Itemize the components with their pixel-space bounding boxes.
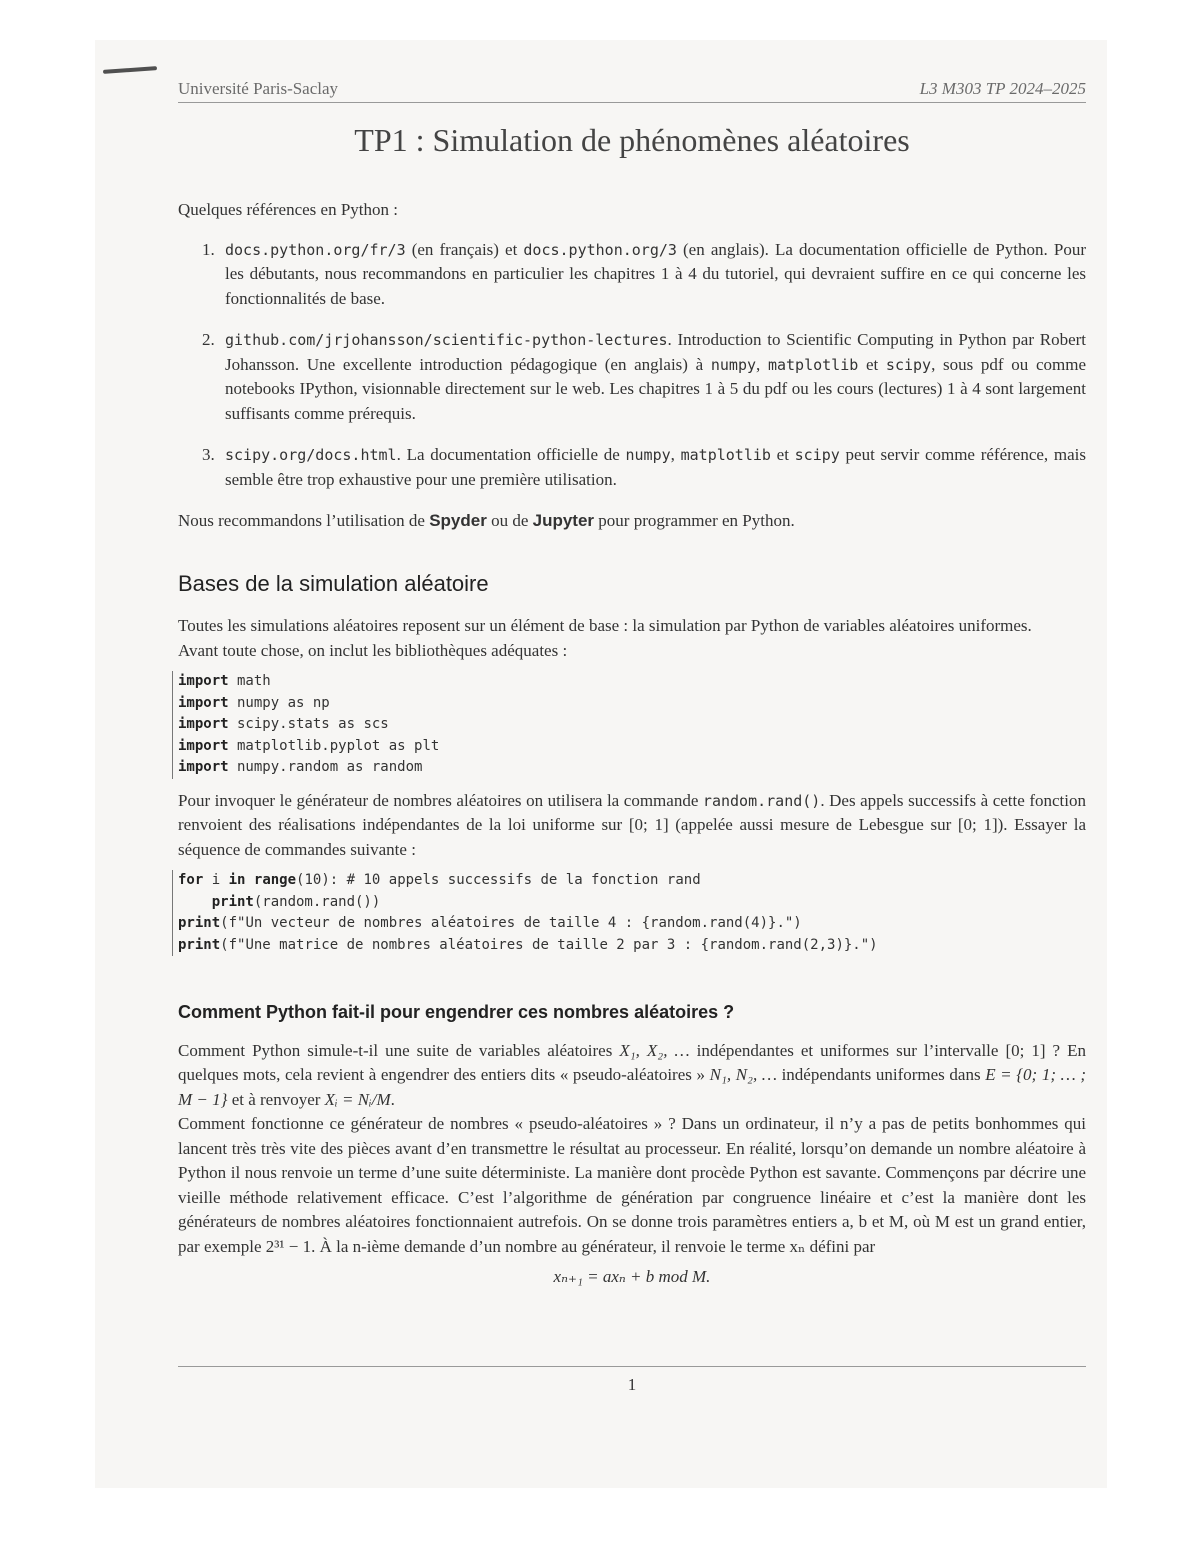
- code-keyword: in: [228, 872, 246, 888]
- reference-text: (en anglais). La documentation officielle de Python. Pour les débutants, nous recommandons en particulier les chapitres 1 à 4 du tutoriel, qui devraient suffire en ce qui concerne les fonctionnalités de base.: [225, 239, 1086, 308]
- section-heading: Bases de la simulation aléatoire: [178, 570, 489, 596]
- recommendation-text: [178, 509, 1086, 534]
- paragraph-text: indépendants uniformes dans: [776, 1065, 986, 1084]
- code-line: [178, 913, 1086, 935]
- module-name: matplotlib: [680, 446, 771, 464]
- code-line: [178, 714, 1086, 736]
- paragraph-text: .: [390, 1089, 395, 1109]
- code-keyword: range: [253, 872, 297, 888]
- reference-text: (en français) et: [405, 239, 524, 259]
- code-keyword: print: [178, 893, 254, 910]
- reference-number: 3.: [202, 445, 215, 464]
- reference-text: , sous pdf ou comme notebooks IPython, visionnable directement sur le web. Les chapitres 1 à 5 du pdf ou les cours (lectures) 1 à 4 sont largement suffisants comme prérequis.: [225, 354, 1086, 423]
- code-line: [178, 935, 1086, 957]
- recommend-text: pour programmer en Python.: [594, 511, 795, 530]
- reference-link[interactable]: docs.python.org/3: [523, 240, 677, 259]
- recommend-text: Nous recommandons l’utilisation de: [178, 511, 430, 530]
- reference-text: et: [770, 445, 795, 464]
- reference-list: [178, 238, 1086, 493]
- reference-text: ,: [756, 354, 768, 374]
- code-text: numpy as np: [228, 694, 330, 711]
- code-keyword: print: [178, 915, 221, 931]
- code-text: numpy.random as random: [228, 759, 423, 775]
- reference-number: 1.: [202, 239, 215, 259]
- header-university: Université Paris-Saclay: [178, 79, 339, 98]
- page-number: 1: [627, 1375, 637, 1394]
- code-keyword: print: [178, 936, 221, 953]
- reference-text: ,: [670, 445, 681, 464]
- reference-text: . La documentation officielle de: [396, 445, 626, 464]
- header-course: L3 M303 TP 2024–2025: [919, 79, 1086, 98]
- module-name: matplotlib: [767, 355, 859, 374]
- code-text: (f"Un vecteur de nombres aléatoires de taille 4 : {random.rand(4)}."): [220, 915, 802, 931]
- document-title: TP1 : Simulation de phénomènes aléatoires: [354, 122, 910, 158]
- code-text: matplotlib.pyplot as plt: [228, 737, 440, 754]
- tool-name-jupyter: Jupyter: [532, 511, 595, 530]
- math-inline: Xᵢ = Nᵢ/M: [324, 1089, 391, 1109]
- paragraph: [178, 789, 1086, 863]
- paragraph-text: . Des appels successifs à cette fonction renvoient des réalisations indépendantes de la loi uniforme sur [0; 1] (appelée aussi mesure de Lebesgue sur [0; 1]). Essayer la séquence de commandes suivante :: [178, 790, 1087, 859]
- code-keyword: import: [178, 694, 229, 711]
- paragraph: Comment fonctionne ce générateur de nombres « pseudo-aléatoires » ? Dans un ordinateur, il n’y a pas de petits bonhommes qui lancent très très vite des pièces avant d’en transmettre le résultat au processeur. En réalité, lorsqu’on demande un nombre aléatoire à Python il nous renvoie un terme d’une suite déterministe. La manière dont procède Python est savante. Commençons par décrire une vieille méthode relativement efficace. C’est l’algorithme de génération par congruence linéaire et c’est la manière dont les générateurs de nombres aléatoires fonctionnaient autrefois. On se donne trois paramètres entiers a, b et M, où M est un grand entier, par exemple 2³¹ − 1. À la n-ième demande d’un nombre au générateur, il renvoie le terme xₙ défini par: [178, 1114, 1086, 1256]
- reference-text: et: [858, 354, 886, 374]
- code-line: [178, 870, 1086, 892]
- reference-number: 2.: [202, 330, 215, 349]
- math-inline: X₁, X₂, …: [619, 1040, 690, 1060]
- code-block-imports: [172, 671, 1086, 779]
- code-keyword: import: [178, 737, 229, 754]
- code-line: [178, 892, 1086, 914]
- code-line: [178, 671, 1086, 693]
- running-header: [178, 79, 1086, 99]
- code-block-loop: [172, 870, 1086, 956]
- math-inline: N₁, N₂, …: [709, 1065, 777, 1084]
- paragraph-text: indépendantes et uniformes sur l’intervalle [0; 1] ? En quelques mots, cela revient à engendrer des entiers dits « pseudo-aléatoires »: [178, 1040, 1086, 1084]
- code-keyword: import: [178, 759, 229, 775]
- code-text: i: [203, 872, 229, 888]
- paragraph-text: et à renvoyer: [227, 1089, 325, 1109]
- module-name: scipy: [885, 355, 932, 374]
- reference-link[interactable]: docs.python.org/fr/3: [225, 240, 406, 259]
- code-text: (10): # 10 appels successifs de la fonction rand: [296, 872, 701, 888]
- code-line: [178, 693, 1086, 715]
- reference-item: [178, 443, 1086, 492]
- footer-rule: [178, 1366, 1086, 1367]
- paragraph: Avant toute chose, on inclut les bibliothèques adéquates :: [178, 640, 568, 660]
- code-text: scipy.stats as scs: [228, 716, 389, 732]
- code-keyword: import: [178, 716, 229, 732]
- reference-item: [178, 328, 1086, 426]
- header-rule: [178, 102, 1086, 103]
- tool-name-spyder: Spyder: [429, 511, 487, 530]
- code-keyword: import: [178, 673, 229, 689]
- paragraph-text: Comment Python simule-t-il une suite de variables aléatoires: [178, 1040, 620, 1060]
- code-keyword: for: [178, 872, 204, 888]
- inline-code: random.rand(): [702, 791, 821, 810]
- reference-item: [178, 238, 1086, 312]
- subsection-heading: Comment Python fait-il pour engendrer ces nombres aléatoires ?: [178, 1002, 735, 1022]
- code-text: (f"Une matrice de nombres aléatoires de taille 2 par 3 : {random.rand(2,3)}."): [220, 936, 878, 953]
- paragraph: [178, 1039, 1086, 1113]
- paragraph-text: Pour invoquer le générateur de nombres aléatoires on utilisera la commande: [178, 790, 703, 810]
- reference-text: peut servir comme référence, mais semble être trop exhaustive pour une première utilisation.: [225, 445, 1086, 489]
- code-line: [178, 736, 1086, 758]
- formula: xₙ₊₁ = axₙ + b mod M.: [553, 1267, 711, 1286]
- document-body: [178, 198, 1086, 1290]
- reference-link[interactable]: scipy.org/docs.html: [225, 446, 397, 464]
- module-name: numpy: [710, 355, 757, 374]
- module-name: numpy: [625, 446, 671, 464]
- code-text: [245, 872, 253, 888]
- reference-link[interactable]: github.com/jrjohansson/scientific-python-lectures: [225, 331, 668, 349]
- module-name: scipy: [794, 446, 840, 464]
- reference-text: . Introduction to Scientific Computing in Python par Robert Johansson. Une excellente introduction pédagogique (en anglais) à: [225, 330, 1086, 374]
- code-text: (random.rand()): [253, 893, 381, 910]
- math-inline: E = {0; 1; … ; M − 1}: [178, 1065, 1086, 1109]
- intro-text: Quelques références en Python :: [178, 200, 398, 219]
- code-text: math: [228, 673, 271, 689]
- paragraph: Toutes les simulations aléatoires reposent sur un élément de base : la simulation par Python de variables aléatoires uniformes.: [178, 616, 1032, 635]
- recommend-text: ou de: [486, 511, 533, 530]
- code-line: [178, 757, 1086, 779]
